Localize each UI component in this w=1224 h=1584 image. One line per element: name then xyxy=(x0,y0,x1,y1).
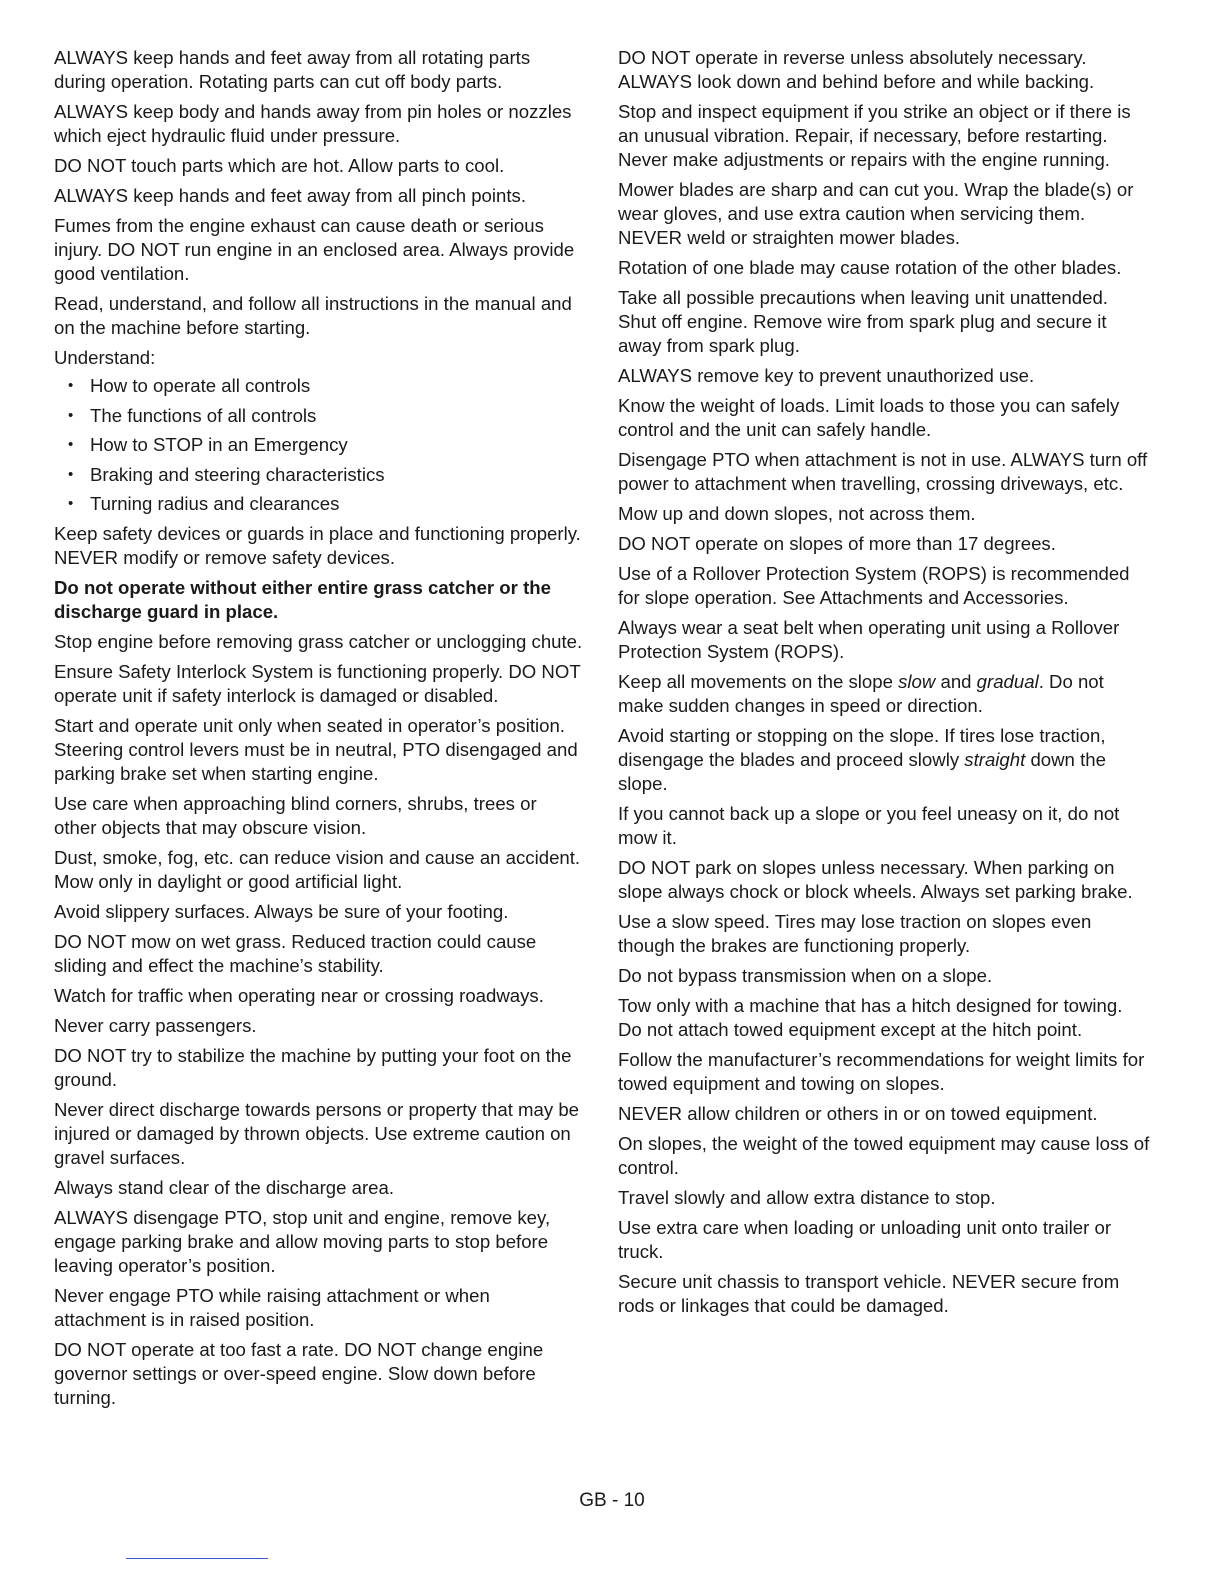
safety-paragraph: DO NOT operate in reverse unless absolutely necessary. ALWAYS look down and behind before and while backing. xyxy=(618,47,1095,92)
understand-list-item: • How to operate all controls xyxy=(54,374,584,398)
safety-paragraph: ALWAYS remove key to prevent unauthorized use. xyxy=(618,365,1035,386)
safety-paragraph: Always wear a seat belt when operating unit using a Rollover Protection System (ROPS). xyxy=(618,617,1120,662)
emphasis-gradual: gradual xyxy=(976,671,1039,692)
safety-paragraph: Watch for traffic when operating near or crossing roadways. xyxy=(54,984,544,1006)
safety-paragraph: Never carry passengers. xyxy=(54,1014,257,1036)
safety-paragraph: Stop and inspect equipment if you strike an object or if there is an unusual vibration. Repair, if necessary, before restarting. Never make adjustments or repairs with the engine running. xyxy=(618,101,1131,170)
safety-paragraph: Tow only with a machine that has a hitch designed for towing. Do not attach towed equipment except at the hitch point. xyxy=(618,995,1123,1040)
understand-intro: Understand: xyxy=(54,347,156,368)
text-run: and xyxy=(935,671,977,692)
safety-paragraph: Ensure Safety Interlock System is functioning properly. DO NOT operate unit if safety interlock is damaged or disabled. xyxy=(54,660,581,706)
safety-paragraph: Travel slowly and allow extra distance to stop. xyxy=(618,1187,996,1208)
safety-paragraph: Use extra care when loading or unloading unit onto trailer or truck. xyxy=(618,1217,1112,1262)
footer-rule xyxy=(126,1558,268,1559)
page-number: GB - 10 xyxy=(579,1490,645,1511)
safety-paragraph: Rotation of one blade may cause rotation of the other blades. xyxy=(618,257,1122,278)
emphasis-straight: straight xyxy=(964,749,1026,770)
safety-paragraph: Read, understand, and follow all instructions in the manual and on the machine before starting. xyxy=(54,293,572,338)
safety-paragraph: DO NOT try to stabilize the machine by putting your foot on the ground. xyxy=(54,1044,572,1090)
safety-paragraph: Always stand clear of the discharge area. xyxy=(54,1176,395,1198)
text-run: down the slope. xyxy=(618,749,1106,794)
left-column xyxy=(54,46,584,1416)
safety-paragraph: ALWAYS keep body and hands away from pin holes or nozzles which eject hydraulic fluid under pressure. xyxy=(54,101,572,146)
safety-paragraph: NEVER allow children or others in or on towed equipment. xyxy=(618,1103,1098,1124)
safety-paragraph: ALWAYS keep hands and feet away from all pinch points. xyxy=(54,185,526,206)
text-run: Avoid starting or stopping on the slope. If tires lose traction, disengage the blades and proceed slowly xyxy=(618,725,1106,770)
safety-paragraph: Use a slow speed. Tires may lose traction on slopes even though the brakes are functioning properly. xyxy=(618,911,1092,956)
safety-paragraph: Do not bypass transmission when on a slope. xyxy=(618,965,993,986)
text-run: Keep all movements on the slope xyxy=(618,671,899,692)
understand-list xyxy=(54,374,584,516)
emphasis-slow: slow xyxy=(898,671,936,692)
safety-paragraph: If you cannot back up a slope or you feel uneasy on it, do not mow it. xyxy=(618,803,1120,848)
safety-paragraph: Follow the manufacturer’s recommendations for weight limits for towed equipment and towing on slopes. xyxy=(618,1049,1145,1094)
safety-paragraph: DO NOT operate at too fast a rate. DO NOT change engine governor settings or over-speed engine. Slow down before turning. xyxy=(54,1338,544,1408)
bold-warning-paragraph: Do not operate without either entire grass catcher or the discharge guard in place. xyxy=(54,576,551,622)
safety-paragraph: DO NOT mow on wet grass. Reduced traction could cause sliding and effect the machine’s stability. xyxy=(54,930,537,976)
safety-paragraph: Never engage PTO while raising attachment or when attachment is in raised position. xyxy=(54,1284,490,1330)
safety-paragraph: ALWAYS disengage PTO, stop unit and engine, remove key, engage parking brake and allow moving parts to stop before leaving operator’s position. xyxy=(54,1206,551,1276)
right-column xyxy=(618,46,1150,1324)
safety-paragraph: Fumes from the engine exhaust can cause death or serious injury. DO NOT run engine in an enclosed area. Always provide good ventilation. xyxy=(54,215,575,284)
safety-paragraph: Dust, smoke, fog, etc. can reduce vision and cause an accident. Mow only in daylight or good artificial light. xyxy=(54,846,581,892)
safety-paragraph: Take all possible precautions when leaving unit unattended. Shut off engine. Remove wire from spark plug and secure it away from spark plug. xyxy=(618,287,1108,356)
safety-paragraph: Avoid slippery surfaces. Always be sure of your footing. xyxy=(54,900,509,922)
understand-list-item: • The functions of all controls xyxy=(54,404,584,428)
understand-list-item: • How to STOP in an Emergency xyxy=(54,433,584,457)
safety-paragraph: On slopes, the weight of the towed equipment may cause loss of control. xyxy=(618,1133,1150,1178)
safety-paragraph: Use care when approaching blind corners, shrubs, trees or other objects that may obscure vision. xyxy=(54,792,537,838)
safety-paragraph: Mower blades are sharp and can cut you. Wrap the blade(s) or wear gloves, and use extra caution when servicing them. NEVER weld or straighten mower blades. xyxy=(618,179,1134,248)
text-run: . Do not make sudden changes in speed or direction. xyxy=(618,671,1104,716)
safety-paragraph: Never direct discharge towards persons or property that may be injured or damaged by thrown objects. Use extreme caution on gravel surfaces. xyxy=(54,1098,580,1168)
slope-movement-paragraph xyxy=(618,670,1150,718)
safety-paragraph: Keep safety devices or guards in place and functioning properly. NEVER modify or remove safety devices. xyxy=(54,522,581,568)
safety-paragraph: Use of a Rollover Protection System (ROPS) is recommended for slope operation. See Attachments and Accessories. xyxy=(618,563,1130,608)
safety-paragraph: Stop engine before removing grass catcher or unclogging chute. xyxy=(54,630,583,652)
safety-paragraph: Mow up and down slopes, not across them. xyxy=(618,503,976,524)
safety-paragraph: DO NOT touch parts which are hot. Allow parts to cool. xyxy=(54,155,505,176)
safety-paragraph: DO NOT operate on slopes of more than 17 degrees. xyxy=(618,533,1056,554)
safety-paragraph: Start and operate unit only when seated in operator’s position. Steering control levers must be in neutral, PTO disengaged and parking brake set when starting engine. xyxy=(54,714,578,784)
safety-paragraph: DO NOT park on slopes unless necessary. When parking on slope always chock or block wheels. Always set parking brake. xyxy=(618,857,1133,902)
slope-traction-paragraph xyxy=(618,724,1150,796)
safety-paragraph: Know the weight of loads. Limit loads to those you can safely control and the unit can safely handle. xyxy=(618,395,1120,440)
safety-paragraph: Disengage PTO when attachment is not in use. ALWAYS turn off power to attachment when travelling, crossing driveways, etc. xyxy=(618,449,1148,494)
safety-paragraph: Secure unit chassis to transport vehicle. NEVER secure from rods or linkages that could be damaged. xyxy=(618,1271,1120,1316)
understand-list-item: • Turning radius and clearances xyxy=(54,492,584,516)
understand-list-item: • Braking and steering characteristics xyxy=(54,463,584,487)
safety-paragraph: ALWAYS keep hands and feet away from all rotating parts during operation. Rotating parts can cut off body parts. xyxy=(54,47,531,92)
